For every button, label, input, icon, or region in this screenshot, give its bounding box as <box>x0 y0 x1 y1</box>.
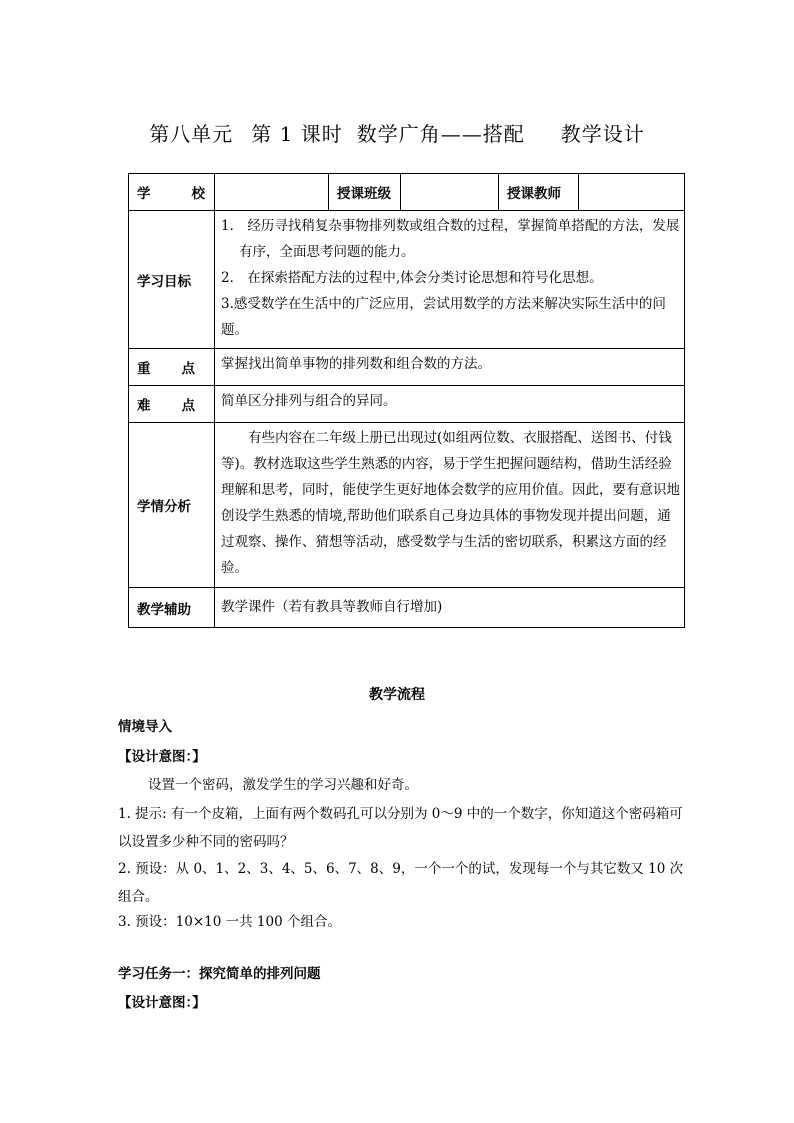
step-1: 1. 提示: 有一个皮箱，上面有两个数码孔可以分别为 0～9 中的一个数字，你知道这个密码箱可以设置多少种不同的密码吗？ <box>118 806 683 850</box>
key-point-label: 重 点 <box>129 349 215 386</box>
difficult-point-label: 难 点 <box>129 386 215 423</box>
class-label: 授课班级 <box>329 174 401 211</box>
title-unit: 第八单元 <box>149 122 234 146</box>
title-lesson: 第 1 课时 <box>251 122 343 146</box>
difficult-point-content: 简单区分排列与组合的异同。 <box>215 386 685 423</box>
analysis-content: 有些内容在二年级上册已出现过(如组两位数、衣服搭配、送图书、付钱等)。教材选取这些学生熟悉的内容，易于学生把握问题结构，借助生活经验理解和思考，同时，能使学生更好地体会数学的应用价值。因此，要有意识地创设学生熟悉的情境,帮助他们联系自己身边具体的事物发现并提出问题，通过观察、操作、猜想等活动，感受数学与生活的密切联系，积累这方面的经验。 <box>215 423 685 588</box>
lesson-info-table <box>128 173 685 628</box>
key-point-content: 掌握找出简单事物的排列数和组合数的方法。 <box>215 349 685 386</box>
analysis-label: 学情分析 <box>129 423 215 588</box>
goal-item-3: 3.感受数学在生活中的广泛应用，尝试用数学的方法来解决实际生活中的问题。 <box>221 296 666 338</box>
aids-content: 教学课件（若有教具等教师自行增加) <box>215 588 685 628</box>
title-suffix: 教学设计 <box>560 122 645 146</box>
school-value <box>215 174 329 211</box>
step-3: 3. 预设：10×10 一共 100 个组合。 <box>118 914 341 930</box>
table-row <box>129 211 685 349</box>
table-row <box>129 386 685 423</box>
page-title <box>0 118 794 147</box>
goals-label: 学习目标 <box>129 211 215 349</box>
class-value <box>401 174 499 211</box>
goal-item-2: 2． 在探索搭配方法的过程中,体会分类讨论思想和符号化思想。 <box>221 270 603 286</box>
section-title-intro: 情境导入 <box>118 719 172 735</box>
teacher-label: 授课教师 <box>499 174 579 211</box>
flow-heading: 教学流程 <box>369 687 425 703</box>
school-label: 学 校 <box>129 174 215 211</box>
teacher-value <box>579 174 685 211</box>
section-title-task1: 学习任务一：探究简单的排列问题 <box>118 966 321 982</box>
table-row <box>129 349 685 386</box>
table-row <box>129 423 685 588</box>
goals-content <box>215 211 685 349</box>
title-topic: 数学广角——搭配 <box>356 122 525 146</box>
step-2: 2. 预设：从 0、1、2、3、4、5、6、7、8、9，一个一个的试，发现每一个与其它数又 10 次组合。 <box>118 861 684 905</box>
design-intent-label: 【设计意图：】 <box>118 749 206 765</box>
table-row <box>129 174 685 211</box>
aids-label: 教学辅助 <box>129 588 215 628</box>
intent-text: 设置一个密码，激发学生的学习兴趣和好奇。 <box>148 777 418 793</box>
design-intent-label-2: 【设计意图：】 <box>118 995 206 1011</box>
table-row <box>129 588 685 628</box>
goal-item-1: 1． 经历寻找稍复杂事物排列数或组合数的过程，掌握简单搭配的方法，发展有序，全面思考问题的能力。 <box>221 218 680 260</box>
